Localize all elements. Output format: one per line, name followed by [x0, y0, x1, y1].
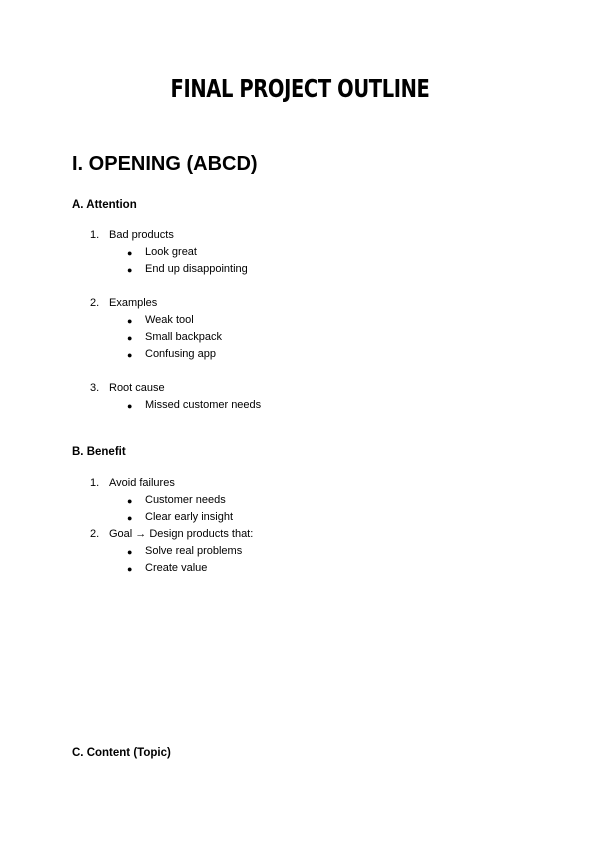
bullet-label: Customer needs	[145, 494, 226, 506]
bullet-label: Weak tool	[145, 314, 194, 326]
bullet-label: Small backpack	[145, 331, 223, 343]
bullet-label: End up disappointing	[145, 263, 248, 275]
bullet-icon: ●	[127, 496, 133, 506]
bullet-label: Clear early insight	[145, 511, 234, 523]
bullet-icon: ●	[127, 316, 133, 326]
bullet-label: Look great	[145, 246, 197, 258]
bullet-icon: ●	[127, 350, 133, 360]
subsection-heading-attention: A. Attention	[72, 199, 137, 211]
bullet-icon: ●	[127, 401, 133, 411]
list-item-label: Goal → Design products that:	[109, 528, 254, 540]
list-item-label: Bad products	[109, 229, 174, 241]
bullet-icon: ●	[127, 333, 133, 343]
list-item-number: 2.	[90, 528, 100, 540]
list-item-number: 1.	[90, 477, 100, 489]
bullet-label: Create value	[145, 562, 208, 574]
bullet-icon: ●	[127, 248, 133, 258]
list-item-number: 3.	[90, 382, 100, 394]
list-item-label: Examples	[109, 297, 158, 309]
bullet-label: Solve real problems	[145, 545, 243, 557]
bullet-icon: ●	[127, 547, 133, 557]
subsection-heading-benefit: B. Benefit	[72, 446, 126, 458]
bullet-label: Confusing app	[145, 348, 216, 360]
section-heading: I. OPENING (ABCD)	[72, 153, 258, 175]
list-item-number: 1.	[90, 229, 100, 241]
bullet-icon: ●	[127, 564, 133, 574]
list-item-label: Root cause	[109, 382, 165, 394]
list-item-label: Avoid failures	[109, 477, 175, 489]
bullet-icon: ●	[127, 265, 133, 275]
list-item-number: 2.	[90, 297, 100, 309]
bullet-icon: ●	[127, 513, 133, 523]
page-title: FINAL PROJECT OUTLINE	[170, 74, 430, 103]
subsection-heading-content: C. Content (Topic)	[72, 747, 171, 759]
bullet-label: Missed customer needs	[145, 399, 262, 411]
